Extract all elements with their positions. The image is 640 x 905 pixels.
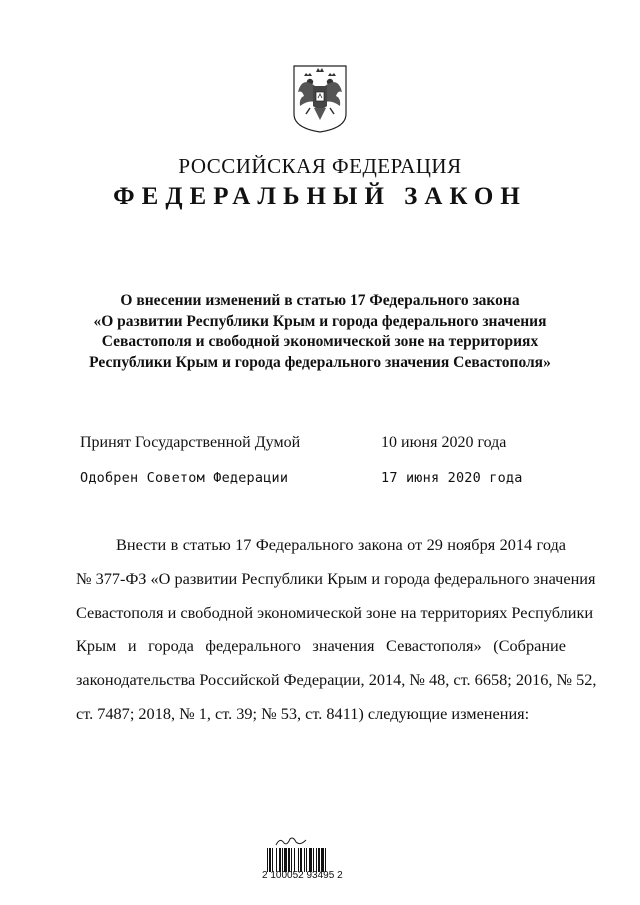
barcode-bar (272, 848, 273, 872)
country-name: РОССИЙСКАЯ ФЕДЕРАЦИЯ (178, 154, 462, 178)
barcode-bar (267, 848, 268, 872)
barcode-bar (313, 848, 314, 872)
barcode-bar (325, 848, 326, 872)
barcode-bar (276, 848, 277, 872)
barcode-bar (279, 848, 281, 872)
barcode-bar (316, 848, 317, 872)
body-line: Внести в статью 17 Федерального закона от 29 ноября 2014 года (116, 535, 566, 554)
barcode-bar (298, 848, 299, 872)
body-line: законодательства Российской Федерации, 2014, № 48, ст. 6658; 2016, № 52, (76, 670, 597, 690)
council-approval-date: 17 июня 2020 года (381, 470, 523, 486)
barcode-bar (294, 848, 295, 872)
body-line: Севастополя и свободной экономической зоне на территориях Республики (76, 602, 594, 622)
signature-mark (272, 834, 312, 848)
law-title-line: Республики Крым и города федерального значения Севастополя» (89, 353, 551, 371)
law-title-line: О внесении изменений в статью 17 Федерального закона (120, 292, 520, 309)
law-title (70, 291, 570, 373)
council-approval-label: Одобрен Советом Федерации (80, 470, 289, 486)
document-type: ФЕДЕРАЛЬНЫЙ ЗАКОН (113, 183, 527, 210)
body-paragraph (76, 528, 597, 731)
barcode-bar (304, 848, 305, 872)
barcode-bar (309, 848, 312, 872)
body-line: Крым и города федерального значения Севастополя» (Собрание (76, 636, 566, 656)
barcode-number: 2 100052 93495 2 (262, 870, 343, 881)
barcode-bar (288, 848, 290, 872)
law-title-line: «О развитии Республики Крым и города федерального значения (93, 312, 547, 330)
duma-adoption-row (80, 432, 560, 454)
russian-coat-of-arms-icon (288, 62, 352, 134)
duma-adoption-label: Принят Государственной Думой (80, 434, 301, 451)
council-approval-row (80, 467, 560, 489)
barcode-bar (321, 848, 324, 872)
barcode-bar (318, 848, 320, 872)
body-line: № 377-ФЗ «О развитии Республики Крым и города федерального значения (76, 568, 596, 588)
barcode-bar (300, 848, 302, 872)
duma-adoption-date: 10 июня 2020 года (381, 434, 507, 451)
body-line: ст. 7487; 2018, № 1, ст. 39; № 53, ст. 8411) следующие изменения: (76, 703, 530, 723)
document-barcode (266, 848, 358, 872)
barcode-bar (269, 848, 271, 872)
law-title-line: Севастополя и свободной экономической зоне на территориях (101, 333, 539, 350)
barcode-bar (291, 848, 292, 872)
barcode-bar (284, 848, 287, 872)
barcode-bar (282, 848, 283, 872)
barcode-bar (306, 848, 307, 872)
